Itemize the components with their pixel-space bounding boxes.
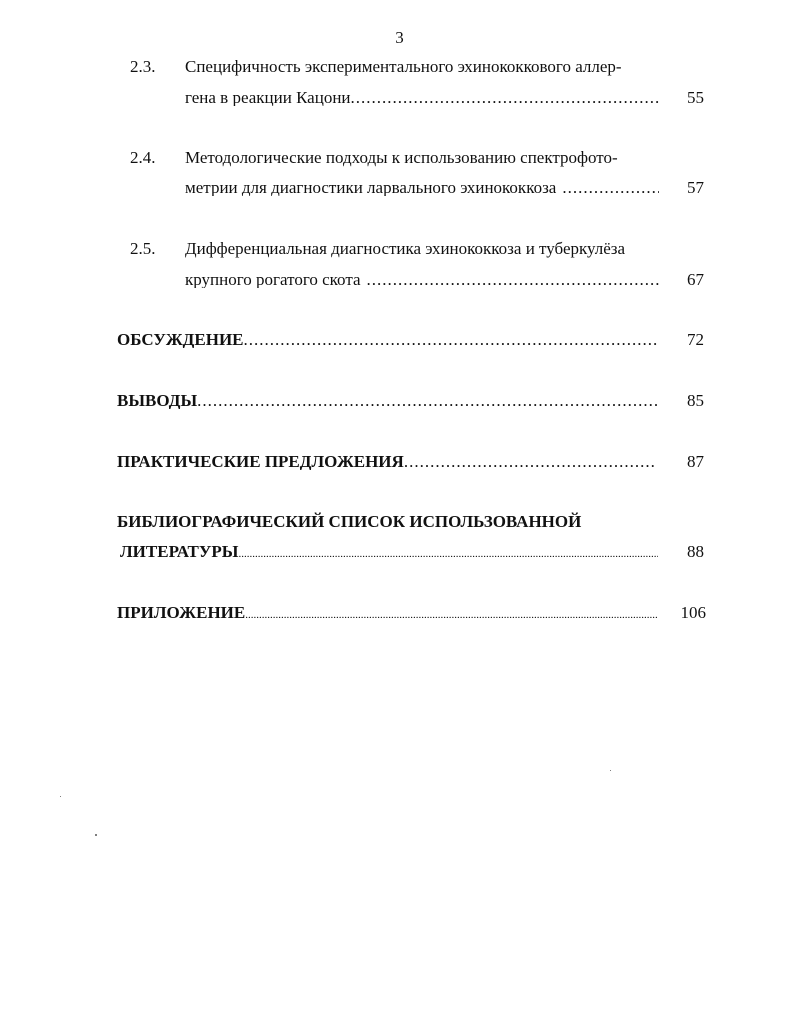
toc-entry-page: 55 — [687, 88, 704, 107]
toc-section-page: 88 — [687, 542, 704, 561]
toc-entry-title-line2: гена в реакции Кацони — [185, 89, 351, 106]
toc-section-leader — [117, 331, 659, 348]
toc-entry-leader — [185, 89, 659, 106]
toc-section-page: 106 — [680, 603, 706, 622]
toc-entry-title-line2: метрии для диагностики ларвального эхинококкоза — [185, 179, 557, 196]
toc-entry-leader — [185, 271, 659, 288]
toc-section-title-line2: ЛИТЕРАТУРЫ — [120, 543, 239, 560]
toc-entry-page: 67 — [687, 270, 704, 289]
toc-entry-title-line1: Методологические подходы к использованию спектрофото- — [185, 148, 618, 167]
toc-entry-number: 2.5. — [130, 239, 156, 258]
toc-section-leader — [117, 604, 657, 621]
toc-entry-title-line1: Специфичность экспериментального эхинококкового аллер- — [185, 57, 622, 76]
toc-section-leader — [120, 543, 658, 560]
dot-leader — [245, 610, 657, 621]
toc-section-title: ПРАКТИЧЕСКИЕ ПРЕДЛОЖЕНИЯ — [117, 453, 404, 470]
dot-leader — [404, 453, 657, 470]
dot-leader — [197, 392, 657, 409]
dot-leader — [244, 331, 659, 348]
scan-speck — [610, 770, 611, 771]
toc-section-title-line1: БИБЛИОГРАФИЧЕСКИЙ СПИСОК ИСПОЛЬЗОВАННОЙ — [117, 512, 582, 531]
toc-entry-title-line2: крупного рогатого скота — [185, 271, 361, 288]
scan-speck — [60, 796, 61, 797]
toc-section-leader — [117, 392, 657, 409]
toc-section-page: 87 — [687, 452, 704, 471]
toc-entry-leader — [185, 179, 659, 196]
scan-speck — [95, 834, 97, 836]
toc-section-title: ПРИЛОЖЕНИЕ — [117, 604, 246, 621]
toc-section-leader — [117, 453, 657, 470]
toc-section-page: 72 — [687, 330, 704, 349]
toc-entry-title-line1: Дифференциальная диагностика эхинококкоза и туберкулёза — [185, 239, 626, 258]
dot-leader — [361, 271, 659, 288]
dot-leader — [238, 549, 658, 560]
toc-section-title: ВЫВОДЫ — [117, 392, 198, 409]
dot-leader — [351, 89, 659, 106]
toc-entry-number: 2.4. — [130, 148, 156, 167]
toc-section-page: 85 — [687, 391, 704, 410]
toc-section-title: ОБСУЖДЕНИЕ — [117, 331, 244, 348]
toc-entry-number: 2.3. — [130, 57, 156, 76]
toc-entry-page: 57 — [687, 178, 704, 197]
page-number: 3 — [395, 28, 404, 47]
